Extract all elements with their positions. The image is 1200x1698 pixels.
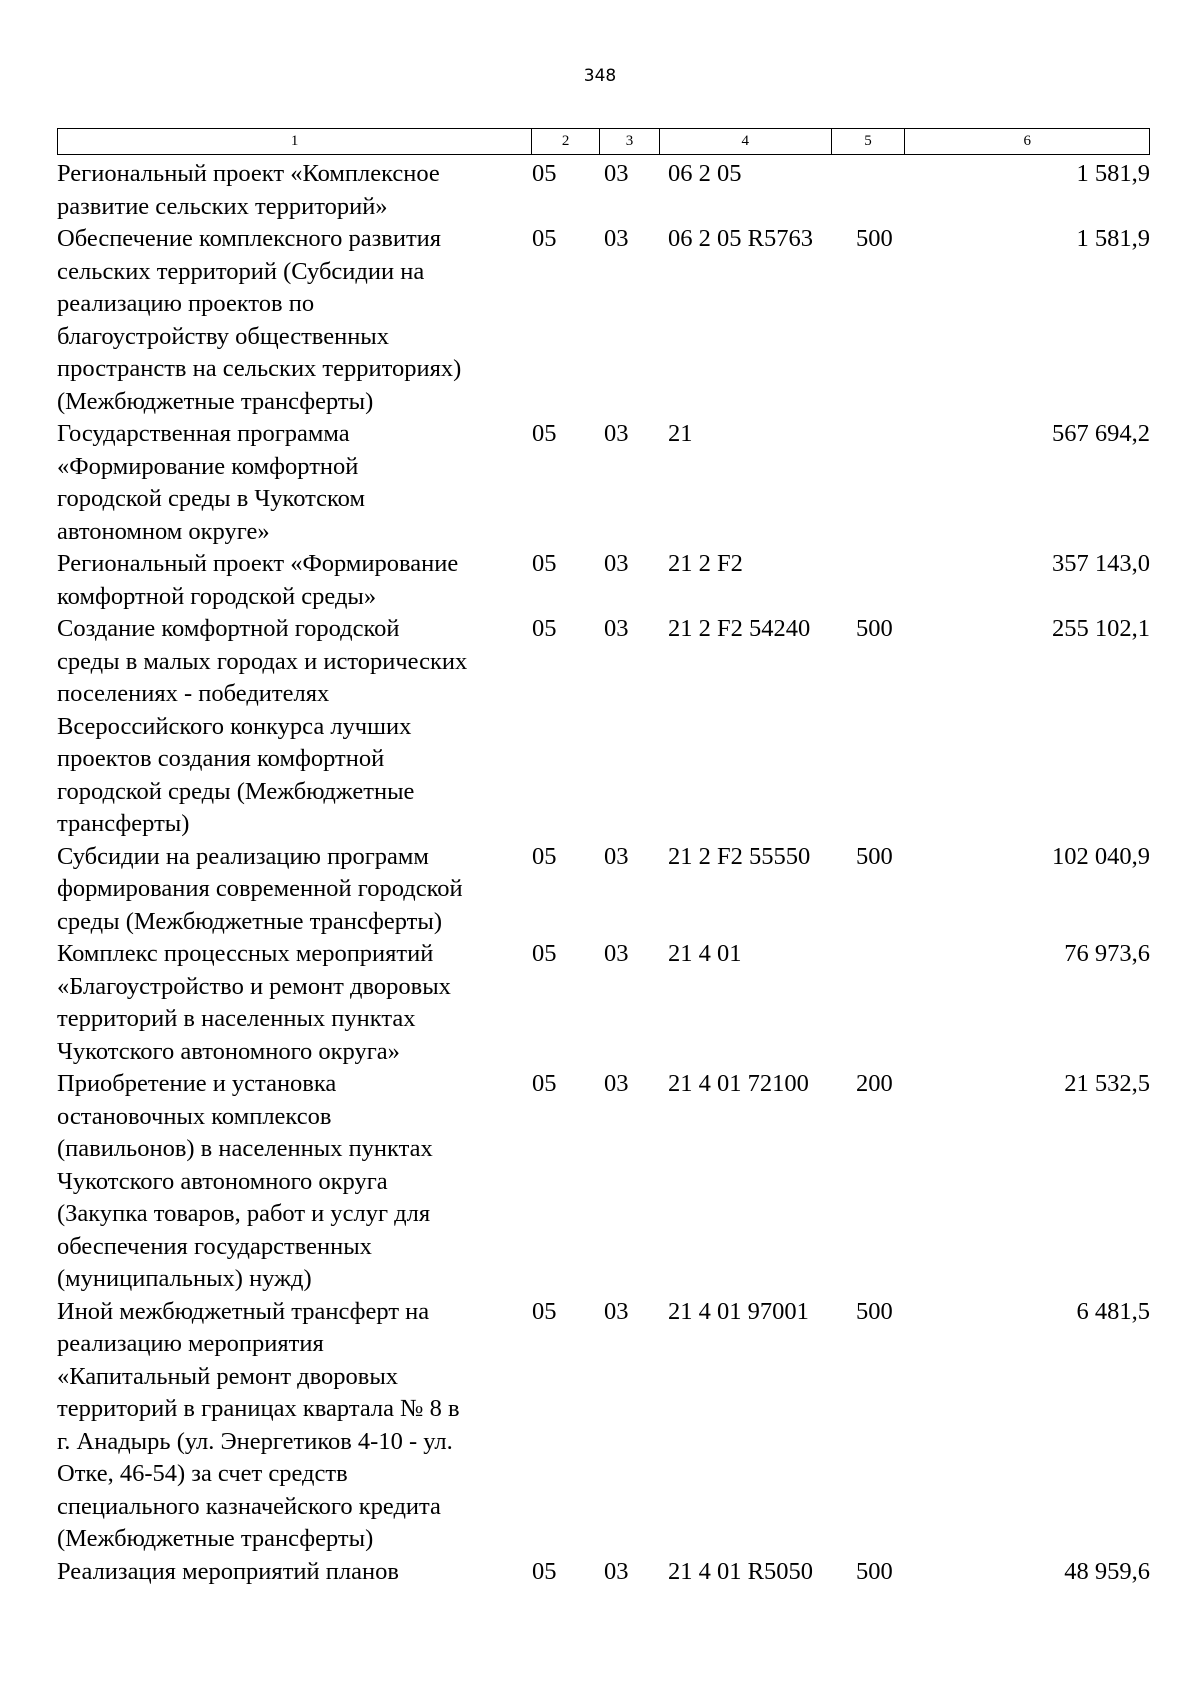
description-line: Субсидии на реализацию программ — [57, 842, 429, 870]
table-row — [57, 1556, 1150, 1589]
expense-type-code — [856, 548, 946, 613]
subsection-code: 03 — [604, 1557, 629, 1585]
header-col-4: 4 — [660, 129, 832, 154]
row-description — [57, 1068, 532, 1296]
header-col-2: 2 — [532, 129, 600, 154]
target-article-code: 21 — [668, 420, 693, 447]
table-row — [57, 613, 1150, 841]
subsection-code: 03 — [604, 940, 629, 967]
header-col-5: 5 — [832, 129, 906, 154]
header-col-3: 3 — [600, 129, 660, 154]
description-line: развитие сельских территорий» — [57, 192, 388, 220]
description-line: остановочных комплексов — [57, 1102, 332, 1130]
description-line: проектов создания комфортной — [57, 745, 385, 772]
expense-type-code: 200 — [856, 1070, 893, 1097]
expense-type-code — [856, 418, 946, 548]
table-row — [57, 841, 1150, 939]
description-line: Отке, 46-54) за счет средств — [57, 1460, 348, 1487]
amount: 357 143,0 — [1052, 550, 1150, 577]
table-row — [57, 1068, 1150, 1296]
description-line: Государственная программа — [57, 420, 350, 447]
description-line: «Благоустройство и ремонт дворовых — [57, 972, 451, 1000]
row-description — [57, 223, 532, 418]
description-line: Всероссийского конкурса лучших — [57, 712, 412, 740]
table-row — [57, 548, 1150, 613]
expense-type-code: 500 — [856, 225, 893, 252]
amount: 255 102,1 — [1052, 615, 1150, 642]
description-line: (Закупка товаров, работ и услуг для — [57, 1200, 431, 1227]
amount: 6 481,5 — [1076, 1297, 1150, 1325]
description-line: Чукотского автономного округа» — [57, 1037, 400, 1065]
description-line: городской среды (Межбюджетные — [57, 777, 415, 805]
expense-type-code: 500 — [856, 615, 893, 642]
description-line: Реализация мероприятий планов — [57, 1557, 399, 1585]
description-line: формирования современной городской — [57, 875, 463, 902]
description-line: поселениях - победителях — [57, 680, 330, 707]
row-description — [57, 1296, 532, 1556]
target-article-code: 21 4 01 R5050 — [668, 1557, 813, 1585]
subsection-code: 03 — [604, 615, 629, 642]
subsection-code: 03 — [604, 1070, 629, 1097]
description-line: Создание комфортной городской — [57, 615, 400, 642]
subsection-code: 03 — [604, 1297, 629, 1325]
description-line: среды в малых городах и исторических — [57, 647, 468, 675]
description-line: Обеспечение комплексного развития — [57, 225, 442, 252]
target-article-code: 06 2 05 — [668, 160, 742, 187]
table-header — [57, 128, 1150, 155]
description-line: (Межбюджетные трансферты) — [57, 387, 374, 415]
amount: 102 040,9 — [1052, 842, 1150, 870]
table-row — [57, 1296, 1150, 1556]
row-description — [57, 1556, 532, 1589]
target-article-code: 21 2 F2 54240 — [668, 615, 811, 642]
description-line: Иной межбюджетный трансферт на — [57, 1297, 430, 1325]
description-line: благоустройству общественных — [57, 322, 390, 350]
description-line: реализацию мероприятия — [57, 1330, 324, 1357]
target-article-code: 21 2 F2 — [668, 550, 743, 577]
description-line: территорий в населенных пунктах — [57, 1005, 416, 1032]
section-code: 05 — [532, 160, 557, 187]
header-col-1: 1 — [58, 129, 532, 154]
amount: 567 694,2 — [1052, 420, 1150, 447]
description-line: городской среды в Чукотском — [57, 485, 365, 512]
row-description — [57, 418, 532, 548]
amount: 1 581,9 — [1076, 225, 1150, 252]
table-body — [57, 158, 1150, 1588]
target-article-code: 21 4 01 97001 — [668, 1297, 809, 1325]
target-article-code: 21 2 F2 55550 — [668, 842, 811, 870]
amount: 76 973,6 — [1064, 940, 1150, 967]
description-line: автономном округе» — [57, 517, 270, 545]
row-description — [57, 841, 532, 939]
row-description — [57, 548, 532, 613]
description-line: (Межбюджетные трансферты) — [57, 1525, 374, 1552]
row-description — [57, 938, 532, 1068]
description-line: Региональный проект «Комплексное — [57, 160, 440, 187]
section-code: 05 — [532, 1297, 557, 1325]
section-code: 05 — [532, 842, 557, 870]
subsection-code: 03 — [604, 550, 629, 577]
table-row — [57, 938, 1150, 1068]
section-code: 05 — [532, 615, 557, 642]
target-article-code: 06 2 05 R5763 — [668, 225, 813, 252]
description-line: пространств на сельских территориях) — [57, 355, 462, 382]
amount: 48 959,6 — [1064, 1557, 1150, 1585]
description-line: сельских территорий (Субсидии на — [57, 257, 425, 285]
expense-type-code: 500 — [856, 1557, 893, 1585]
section-code: 05 — [532, 420, 557, 447]
section-code: 05 — [532, 1070, 557, 1097]
row-description — [57, 613, 532, 841]
description-line: обеспечения государственных — [57, 1232, 372, 1260]
header-col-6: 6 — [1023, 133, 1031, 149]
section-code: 05 — [532, 1557, 557, 1585]
description-line: территорий в границах квартала № 8 в — [57, 1395, 460, 1422]
description-line: г. Анадырь (ул. Энергетиков 4-10 - ул. — [57, 1427, 453, 1455]
section-code: 05 — [532, 225, 557, 252]
description-line: «Формирование комфортной — [57, 452, 359, 480]
expense-type-code — [856, 938, 946, 1068]
description-line: Региональный проект «Формирование — [57, 550, 459, 577]
section-code: 05 — [532, 940, 557, 967]
subsection-code: 03 — [604, 842, 629, 870]
description-line: комфортной городской среды» — [57, 582, 377, 610]
page-number: 348 — [583, 66, 617, 86]
description-line: «Капитальный ремонт дворовых — [57, 1362, 399, 1390]
description-line: реализацию проектов по — [57, 290, 315, 317]
amount: 21 532,5 — [1064, 1070, 1150, 1097]
description-line: специального казначейского кредита — [57, 1492, 441, 1520]
expense-type-code — [856, 158, 946, 223]
description-line: Приобретение и установка — [57, 1070, 337, 1097]
expense-type-code: 500 — [856, 842, 893, 870]
description-line: Комплекс процессных мероприятий — [57, 940, 434, 967]
description-line: (муниципальных) нужд) — [57, 1265, 312, 1292]
subsection-code: 03 — [604, 225, 629, 252]
expense-type-code: 500 — [856, 1297, 893, 1325]
description-line: трансферты) — [57, 810, 190, 837]
target-article-code: 21 4 01 — [668, 940, 742, 967]
subsection-code: 03 — [604, 160, 629, 187]
target-article-code: 21 4 01 72100 — [668, 1070, 809, 1097]
table-row — [57, 418, 1150, 548]
description-line: среды (Межбюджетные трансферты) — [57, 907, 442, 935]
description-line: (павильонов) в населенных пунктах — [57, 1135, 433, 1162]
description-line: Чукотского автономного округа — [57, 1167, 388, 1195]
section-code: 05 — [532, 550, 557, 577]
row-description — [57, 158, 532, 223]
table-row — [57, 158, 1150, 223]
amount: 1 581,9 — [1076, 160, 1150, 187]
table-row — [57, 223, 1150, 418]
subsection-code: 03 — [604, 420, 629, 447]
